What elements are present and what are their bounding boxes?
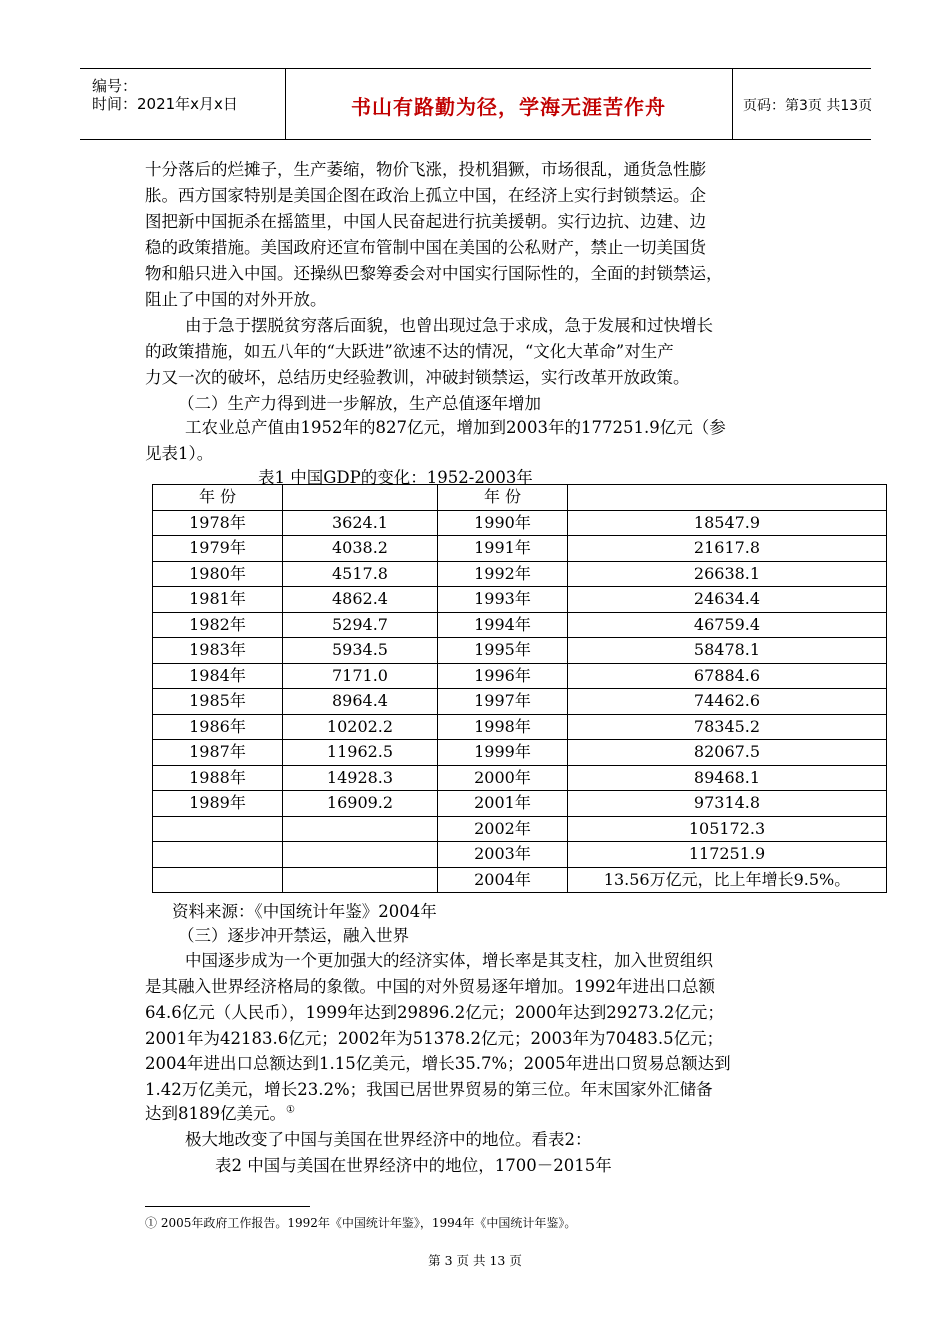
year-cell: 1999年 [438,740,568,766]
text-line-last [145,1100,295,1124]
gdp-cell: 18547.9 [568,510,887,536]
text-line: 64.6亿元（人民币），1999年达到29896.2亿元；2000年达到29273.2亿元； [145,1003,724,1022]
gdp-cell: 82067.5 [568,740,887,766]
gdp-cell: 5294.7 [283,612,438,638]
document-date-label: 时间：2021年x月x日 [92,95,238,113]
year-cell: 1996年 [438,663,568,689]
text-line: 力又一次的破坏，总结历史经验教训，冲破封锁禁运，实行改革开放政策。 [145,368,690,387]
year-cell: 1984年 [153,663,283,689]
table-row [153,740,887,766]
text-line: 稳的政策措施。美国政府还宣布管制中国在美国的公私财产，禁止一切美国货 [145,238,706,257]
gdp-table [152,484,887,893]
year-cell: 1988年 [153,765,283,791]
year-cell: 2003年 [438,842,568,868]
text-line: 见表1）。 [145,444,214,463]
year-cell: 1980年 [153,561,283,587]
footnote-divider [145,1206,310,1207]
year-cell: 1979年 [153,536,283,562]
year-cell: 2001年 [438,791,568,817]
header-page-cell [733,69,871,139]
table-row [153,867,887,893]
table-row [153,587,887,613]
header-motto: 书山有路勤为径，学海无涯苦作舟 [351,95,666,119]
gdp-cell: 13.56万亿元，比上年增长9.5%。 [568,867,887,893]
text-line: 1.42万亿美元，增长23.2%；我国已居世界贸易的第三位。年末国家外汇储备 [145,1080,713,1099]
gdp-cell: 89468.1 [568,765,887,791]
table-header-cell: 年 份 [153,485,283,511]
gdp-cell: 67884.6 [568,663,887,689]
gdp-cell: 5934.5 [283,638,438,664]
paragraph-5: 极大地改变了中国与美国在世界经济中的地位。看表2： [185,1130,592,1149]
text-line: 2001年为42183.6亿元；2002年为51378.2亿元；2003年为70483.5亿元； [145,1029,724,1048]
year-cell: 1989年 [153,791,283,817]
document-number-label: 编号： [92,77,138,95]
gdp-cell: 46759.4 [568,612,887,638]
gdp-cell [283,842,438,868]
year-cell: 1997年 [438,689,568,715]
table-row [153,765,887,791]
text-line: 2004年进出口总额达到1.15亿美元，增长35.7%；2005年进出口贸易总额达到 [145,1054,731,1073]
year-cell: 1998年 [438,714,568,740]
year-cell: 1983年 [153,638,283,664]
text-line: 胀。西方国家特别是美国企图在政治上孤立中国，在经济上实行封锁禁运。企 [145,186,706,205]
year-cell: 1986年 [153,714,283,740]
table-row [153,510,887,536]
year-cell: 1993年 [438,587,568,613]
text-line: 由于急于摆脱贫穷落后面貌，也曾出现过急于求成，急于发展和过快增长 [185,316,713,335]
gdp-cell: 78345.2 [568,714,887,740]
gdp-cell: 74462.6 [568,689,887,715]
text-line: 十分落后的烂摊子，生产萎缩，物价飞涨，投机猖獗，市场很乱，通货急性膨 [145,160,706,179]
table-row [153,638,887,664]
header-page-number: 页码：第3页 共13页 [743,98,873,114]
footnote-reference[interactable]: ① [286,1104,295,1116]
gdp-cell: 21617.8 [568,536,887,562]
table-header-cell [568,485,887,511]
table-row [153,816,887,842]
year-cell [153,842,283,868]
table-header-cell [283,485,438,511]
header-motto-cell [285,69,733,139]
table-row [153,689,887,715]
text-line: 物和船只进入中国。还操纵巴黎筹委会对中国实行国际性的，全面的封锁禁运， [145,264,723,283]
text-line: 工农业总产值由1952年的827亿元，增加到2003年的177251.9亿元（参 [185,418,726,437]
gdp-cell: 26638.1 [568,561,887,587]
text-line: 阻止了中国的对外开放。 [145,290,327,309]
text-line: 的政策措施，如五八年的“大跃进”欲速不达的情况，“文化大革命”对生产 [145,342,674,361]
text-line: 是其融入世界经济格局的象徵。中国的对外贸易逐年增加。1992年进出口总额 [145,977,715,996]
text-line: 中国逐步成为一个更加强大的经济实体，增长率是其支柱，加入世贸组织 [185,951,713,970]
year-cell: 1991年 [438,536,568,562]
table-row [153,561,887,587]
year-cell: 1982年 [153,612,283,638]
footnote-text: ① 2005年政府工作报告。1992年《中国统计年鉴》，1994年《中国统计年鉴》。 [145,1216,577,1230]
year-cell [153,867,283,893]
year-cell: 1981年 [153,587,283,613]
year-cell: 1978年 [153,510,283,536]
text-line: 图把新中国扼杀在摇篮里，中国人民奋起进行抗美援朝。实行边抗、边建、边 [145,212,706,231]
gdp-cell: 105172.3 [568,816,887,842]
table-row [153,842,887,868]
gdp-cell: 97314.8 [568,791,887,817]
gdp-cell: 14928.3 [283,765,438,791]
gdp-cell: 4862.4 [283,587,438,613]
gdp-cell [283,867,438,893]
year-cell [153,816,283,842]
gdp-cell: 117251.9 [568,842,887,868]
gdp-cell: 4517.8 [283,561,438,587]
gdp-cell: 4038.2 [283,536,438,562]
year-cell: 2000年 [438,765,568,791]
header-meta [80,69,286,139]
year-cell: 1990年 [438,510,568,536]
year-cell: 1987年 [153,740,283,766]
year-cell: 1994年 [438,612,568,638]
table-row [153,714,887,740]
table-row [153,791,887,817]
text-line: 达到8189亿美元。 [145,1104,286,1123]
section-2-heading: （二）生产力得到进一步解放，生产总值逐年增加 [178,394,541,413]
table-2-caption: 表2 中国与美国在世界经济中的地位，1700－2015年 [215,1156,612,1175]
gdp-cell [283,816,438,842]
year-cell: 1995年 [438,638,568,664]
year-cell: 2004年 [438,867,568,893]
gdp-cell: 8964.4 [283,689,438,715]
year-cell: 2002年 [438,816,568,842]
gdp-cell: 16909.2 [283,791,438,817]
year-cell: 1992年 [438,561,568,587]
table-row [153,536,887,562]
table-header-cell: 年 份 [438,485,568,511]
gdp-cell: 10202.2 [283,714,438,740]
gdp-cell: 7171.0 [283,663,438,689]
table-1-caption: 表1 中国GDP的变化：1952-2003年 [258,468,533,487]
table-row [153,663,887,689]
gdp-cell: 11962.5 [283,740,438,766]
table-row [153,612,887,638]
gdp-cell: 3624.1 [283,510,438,536]
page-footer: 第 3 页 共 13 页 [428,1253,522,1268]
year-cell: 1985年 [153,689,283,715]
section-3-heading: （三）逐步冲开禁运，融入世界 [178,926,409,945]
table-1-source: 资料来源：《中国统计年鉴》2004年 [172,902,437,921]
gdp-cell: 24634.4 [568,587,887,613]
table-header-row [153,485,887,511]
gdp-cell: 58478.1 [568,638,887,664]
page-header [80,68,871,140]
